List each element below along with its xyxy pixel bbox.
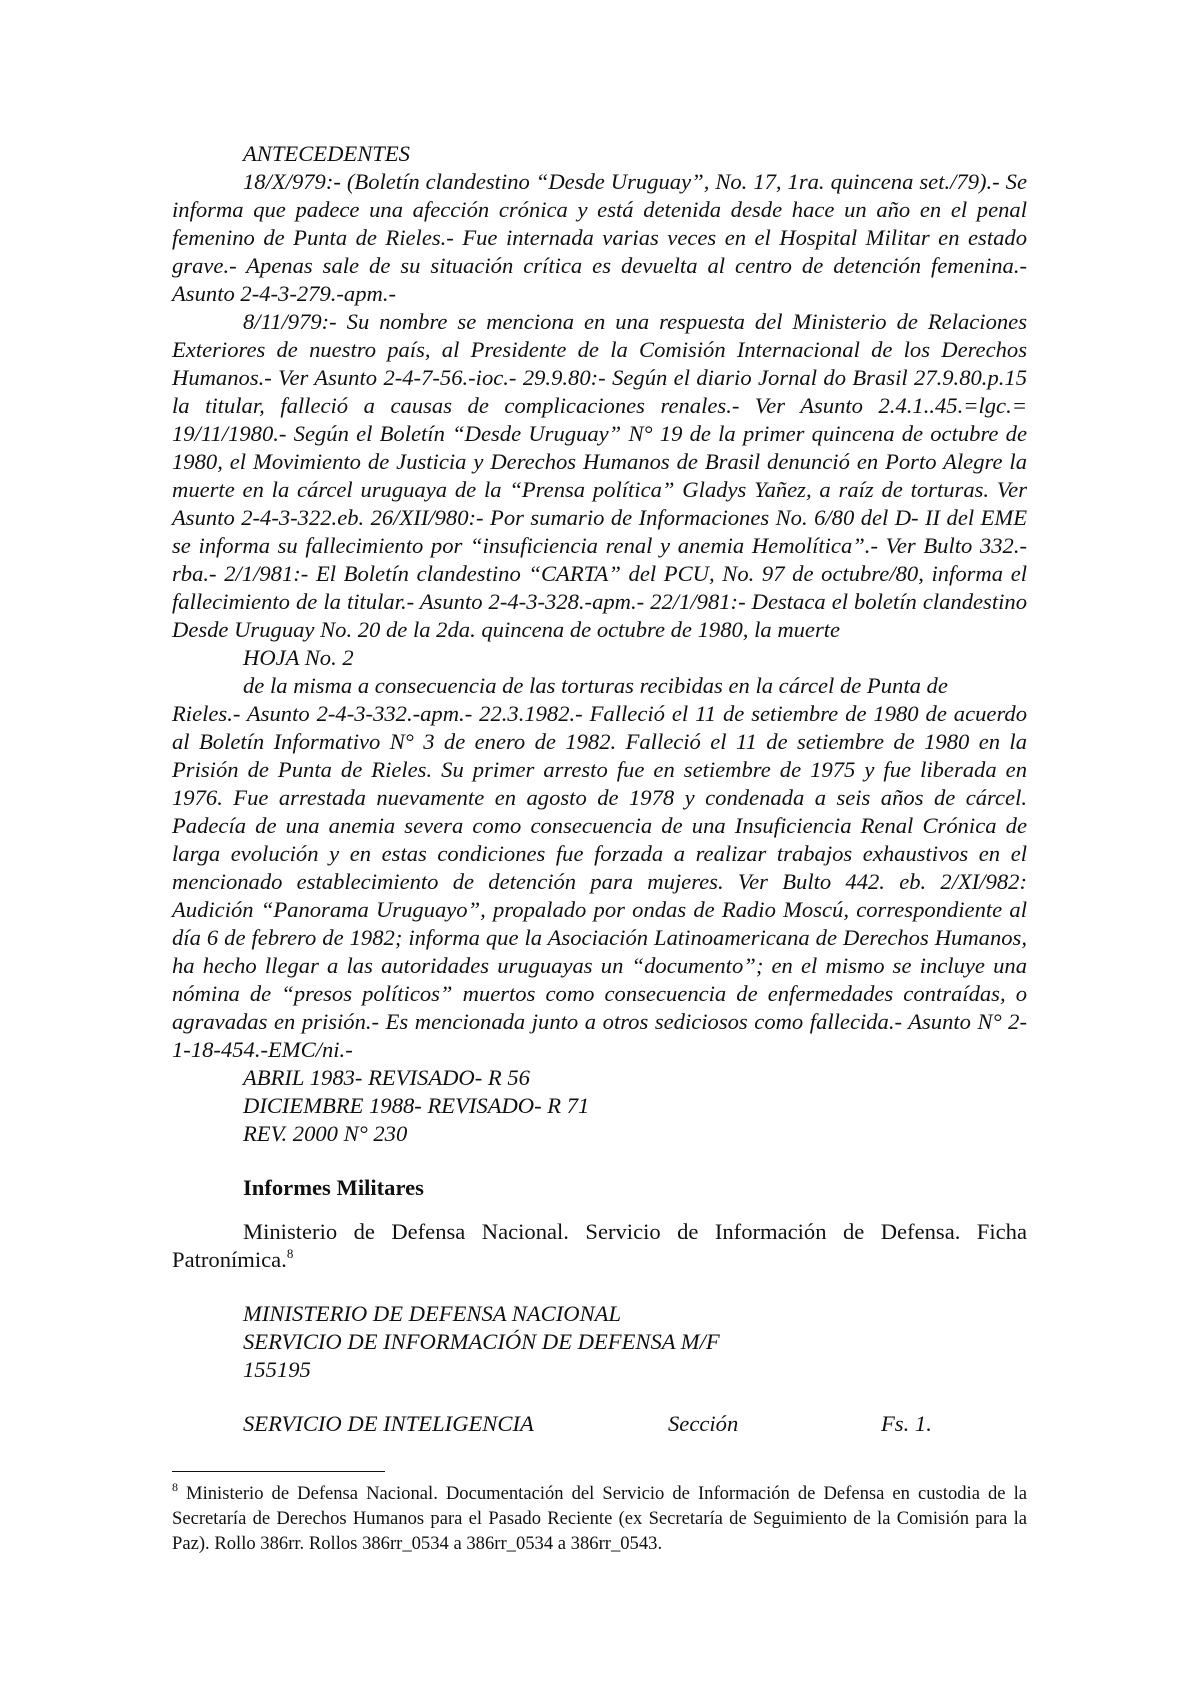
ficha-service: SERVICIO DE INTELIGENCIA [243, 1411, 534, 1436]
ficha-line-3: 155195 [243, 1357, 311, 1382]
footnote-number: 8 [172, 1480, 178, 1494]
ficha-folio: Fs. 1. [881, 1411, 932, 1436]
ficha-line-2: SERVICIO DE INFORMACIÓN DE DEFENSA M/F [243, 1329, 720, 1354]
footnote-reference[interactable]: 8 [286, 1246, 294, 1261]
antecedentes-paragraph-3: Rieles.- Asunto 2-4-3-332.-apm.- 22.3.1982.- Falleció el 11 de setiembre de 1980 de acuerdo al Boletín Informativo N° 3 de enero de 1982. Falleció el 11 de setiembre de 1980 en la Prisión de Punta de Rieles. Su primer arresto fue en setiembre de 1975 y fue liberada en 1976. Fue arrestada nuevamente en agosto de 1978 y condenada a seis años de cárcel. Padecía de una anemia severa como consecuencia de una Insuficiencia Renal Crónica de larga evolución y en estas condiciones fue forzada a realizar trabajos exhaustivos en el mencionado establecimiento de detención para mujeres. Ver Bulto 442. eb. 2/XI/982: Audición “Panorama Uruguayo”, propalado por ondas de Radio Moscú, correspondiente al día 6 de febrero de 1982; informa que la Asociación Latinoamericana de Derechos Humanos, ha hecho llegar a las autoridades uruguayas un “documento”; en el mismo se incluye una nómina de “presos políticos” muertos como consecuencia de enfermedades contraídas, o agravadas en prisión.- Es mencionada junto a otros sediciosos como fallecida.- Asunto N° 2-1-18-454.-EMC/ni.- [172, 701, 1027, 1062]
informes-text: Ministerio de Defensa Nacional. Servicio de Información de Defensa. Ficha Patronímica. [172, 1219, 1027, 1272]
footnote [172, 1481, 1027, 1556]
ficha-section: Sección [668, 1411, 739, 1436]
document-page [172, 140, 1027, 1438]
revision-line-2: DICIEMBRE 1988- REVISADO- R 71 [243, 1093, 590, 1118]
hoja-label: HOJA No. 2 [243, 645, 354, 670]
revision-line-3: REV. 2000 N° 230 [243, 1121, 408, 1146]
ficha-header-row [172, 1410, 1027, 1438]
footnote-text: Ministerio de Defensa Nacional. Documentación del Servicio de Información de Defensa en custodia de la Secretaría de Derechos Humanos para el Pasado Reciente (ex Secretaría de Seguimiento de la Comisión para la Paz). Rollo 386rr. Rollos 386rr_0534 a 386rr_0534 a 386rr_0543. [172, 1483, 1027, 1554]
antecedentes-paragraph-2: 8/11/979:- Su nombre se menciona en una respuesta del Ministerio de Relaciones Exteriores de nuestro país, al Presidente de la Comisión Internacional de los Derechos Humanos.- Ver Asunto 2-4-7-56.-ioc.- 29.9.80:- Según el diario Jornal do Brasil 27.9.80.p.15 la titular, falleció a causas de complicaciones renales.- Ver Asunto 2.4.1..45.=lgc.= 19/11/1980.- Según el Boletín “Desde Uruguay” N° 19 de la primer quincena de octubre de 1980, el Movimiento de Justicia y Derechos Humanos de Brasil denunció en Porto Alegre la muerte en la cárcel uruguaya de la “Prensa política” Gladys Yañez, a raíz de torturas. Ver Asunto 2-4-3-322.eb. 26/XII/980:- Por sumario de Informaciones No. 6/80 del D- II del EME se informa su fallecimiento por “insuficiencia renal y anemia Hemolítica”.- Ver Bulto 332.- rba.- 2/1/981:- El Boletín clandestino “CARTA” del PCU, No. 97 de octubre/80, informa el fallecimiento de la titular.- Asunto 2-4-3-328.-apm.- 22/1/981:- Destaca el boletín clandestino Desde Uruguay No. 20 de la 2da. quincena de octubre de 1980, la muerte [172, 309, 1027, 642]
antecedentes-paragraph-1: 18/X/979:- (Boletín clandestino “Desde Uruguay”, No. 17, 1ra. quincena set./79).- Se informa que padece una afección crónica y está detenida desde hace un año en el penal femenino de Punta de Rieles.- Fue internada varias veces en el Hospital Militar en estado grave.- Apenas sale de su situación crítica es devuelta al centro de detención femenina.- Asunto 2-4-3-279.-apm.- [172, 169, 1027, 306]
revision-line-1: ABRIL 1983- REVISADO- R 56 [243, 1065, 530, 1090]
antecedentes-heading: ANTECEDENTES [243, 141, 410, 166]
footnote-separator [172, 1471, 385, 1472]
ficha-line-1: MINISTERIO DE DEFENSA NACIONAL [243, 1301, 622, 1326]
informes-paragraph [172, 1218, 1027, 1274]
antecedentes-paragraph-3-first-line: de la misma a consecuencia de las torturas recibidas en la cárcel de Punta de [243, 673, 948, 698]
informes-heading: Informes Militares [243, 1175, 424, 1200]
